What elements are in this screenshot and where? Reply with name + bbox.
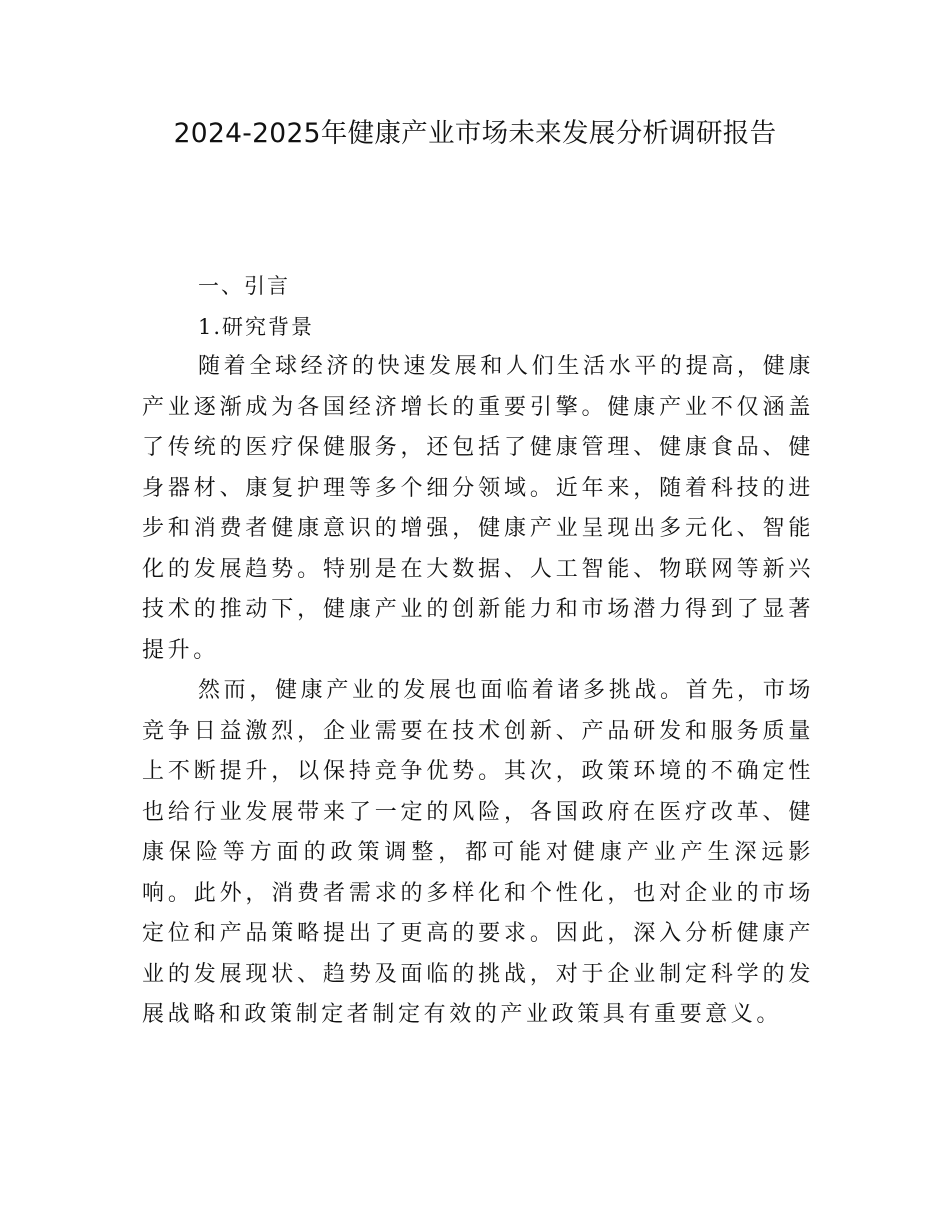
body-paragraph: 然而，健康产业的发展也面临着诸多挑战。首先，市场竞争日益激烈，企业需要在技术创新、产品研发和服务质量上不断提升，以保持竞争优势。其次，政策环境的不确定性也给行业发展带来了一定的风险，各国政府在医疗改革、健康保险等方面的政策调整，都可能对健康产业产生深远影响。此外，消费者需求的多样化和个性化，也对企业的市场定位和产品策略提出了更高的要求。因此，深入分析健康产业的发展现状、趋势及面临的挑战，对于企业制定科学的发展战略和政策制定者制定有效的产业政策具有重要意义。 [142,678,814,1027]
body-paragraph: 随着全球经济的快速发展和人们生活水平的提高，健康产业逐渐成为各国经济增长的重要引擎。健康产业不仅涵盖了传统的医疗保健服务，还包括了健康管理、健康食品、健身器材、康复护理等多个细分领域。近年来，随着科技的进步和消费者健康意识的增强，健康产业呈现出多元化、智能化的发展趋势。特别是在大数据、人工智能、物联网等新兴技术的推动下，健康产业的创新能力和市场潜力得到了显著提升。 [142,354,814,663]
document-body [142,266,814,1036]
document-title: 2024-2025年健康产业市场未来发展分析调研报告 [173,118,777,149]
subsection-heading: 1.研究背景 [198,314,315,339]
section-heading: 一、引言 [198,274,290,298]
